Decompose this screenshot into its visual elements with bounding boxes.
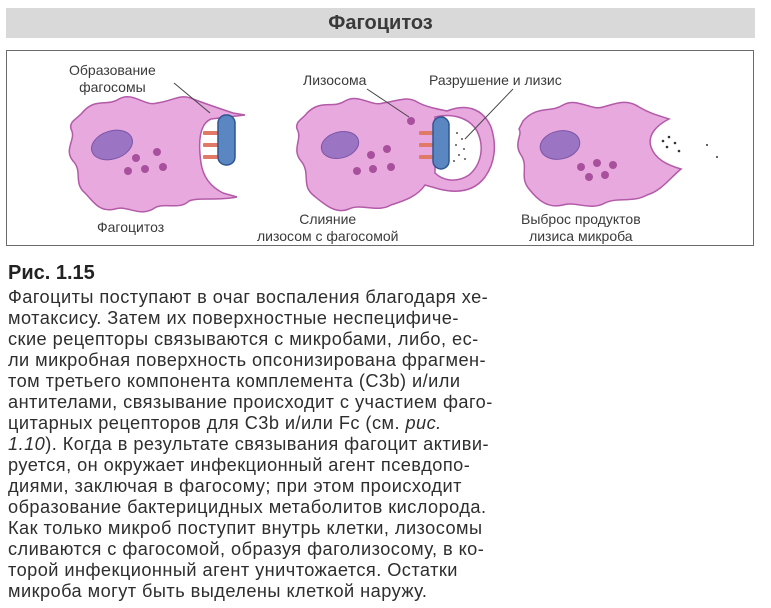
caption-line: Как только микроб поступит внутрь клетки, лизосомы [8,518,483,538]
label-phagosome-formation-line1: Образование [69,62,156,78]
label-phagosome-formation-line2: фагосомы [79,79,146,95]
phagocyte-cell-1 [69,83,245,212]
phagocyte-cell-2 [297,89,513,211]
caption-line: мотаксису. Затем их поверхностные неспецифиче- [8,308,459,328]
caption-line: антителами, связывание происходит с участием фаго- [8,392,493,412]
caption-line: образование бактерицидных метаболитов кислорода. [8,497,487,517]
caption-line: ли микробная поверхность опсонизирована фрагмен- [8,350,487,370]
figure-number: Рис. 1.15 [8,262,95,284]
label-stage-release-line2: лизиса микроба [529,228,633,244]
caption-line: ские рецепторы связываются с микробами, либо, ес- [8,329,479,349]
phagocyte-cell-3 [518,102,718,206]
microbe-1 [218,115,235,165]
cell-body-3 [518,102,681,206]
figure-panel [6,50,754,246]
label-phagosome-formation [69,62,156,96]
caption-line: микроба могут быть выделены клеткой наружу. [8,581,428,601]
label-stage-fusion-line2: лизосом с фагосомой [257,228,399,244]
figure-reference: рис. [405,413,442,433]
caption-line [8,434,760,455]
figure-caption [8,287,760,602]
label-stage-fusion [257,211,398,245]
caption-line: Фагоциты поступают в очаг воспаления благодаря хе- [8,287,489,307]
receptors-1 [203,131,219,159]
header-bar [6,8,755,38]
released-debris [662,136,718,158]
label-stage-release [521,211,641,245]
label-lysosome: Лизосома [303,72,367,88]
caption-line: том третьего компонента комплемента (C3b) и/или [8,371,461,391]
figure-reference-number: 1.10 [8,434,46,454]
label-stage-phagocytosis: Фагоцитоз [97,219,165,235]
page-title: Фагоцитоз [328,11,433,34]
label-stage-release-line1: Выброс продуктов [521,211,641,227]
caption-line: диями, заключая в фагосому; при этом происходит [8,476,462,496]
caption-text: цитарных рецепторов для C3b и/или Fc (см. [8,413,400,433]
caption-line [8,413,760,434]
microbe-2 [433,117,449,169]
caption-text: ). Когда в результате связывания фагоцит активи- [45,434,489,454]
caption-line: сливаются с фагосомой, образуя фаголизосому, в ко- [8,539,485,559]
label-stage-fusion-line1: Слияние [299,211,357,227]
caption-line: торой инфекционный агент уничтожается. Остатки [8,560,458,580]
caption-line: руется, он окружает инфекционный агент псевдопо- [8,455,471,475]
label-destruction: Разрушение и лизис [429,72,562,88]
